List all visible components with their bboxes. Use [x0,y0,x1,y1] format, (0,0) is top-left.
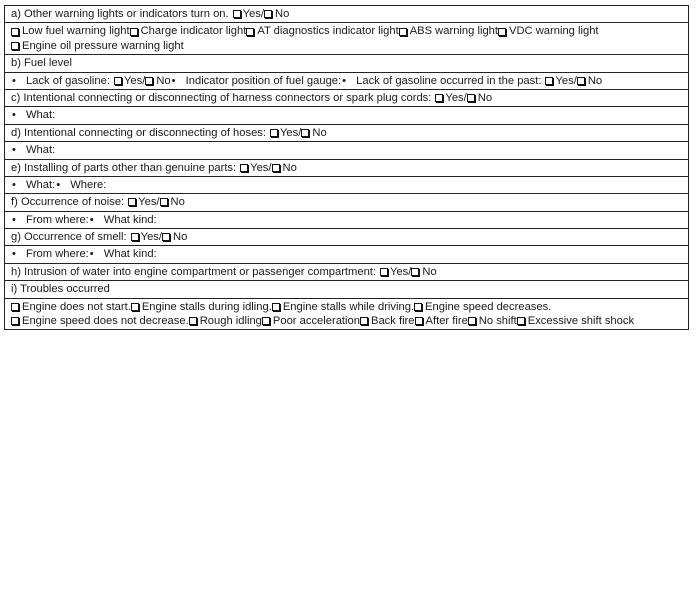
checkbox-item [272,300,414,314]
no-label: No [587,74,603,87]
checkbox-item [11,39,184,53]
section-header-label: g) Occurrence of smell: [11,231,127,244]
item-checkbox[interactable] [11,42,19,50]
item-checkbox[interactable] [246,28,254,36]
bullet-item [171,74,342,88]
checkbox-item [468,314,517,328]
section-header-label: h) Intrusion of water into engine compartment or passenger compartment: [11,265,377,278]
item-checkbox[interactable] [272,303,280,311]
section-header-label: d) Intentional connecting or disconnecting of hoses: [11,126,266,139]
item-label: Lack of gasoline occurred in the past: [356,74,542,87]
section-header-label: c) Intentional connecting or disconnecting of harness connectors or spark plug cords: [11,91,432,104]
checkbox-item [189,314,262,328]
bullet-item [11,178,55,192]
form-section [5,264,688,281]
yes-label: Yes/ [140,231,162,244]
no-checkbox[interactable] [145,77,153,85]
yes-checkbox[interactable] [435,94,443,102]
no-checkbox[interactable] [264,10,272,18]
checkbox-item [11,24,130,38]
checkbox-item [414,300,551,314]
item-checkbox[interactable] [11,28,19,36]
bullet-item [11,213,89,227]
item-label: After fire [425,315,468,328]
bullet-item [11,247,89,261]
no-label: No [170,196,185,209]
section-header-line [11,56,72,70]
yes-checkbox[interactable] [114,77,122,85]
bullet-marker: • [12,213,16,226]
no-label: No [282,161,297,174]
yes-label: Yes/ [138,196,160,209]
item-label: Low fuel warning light [22,25,130,38]
no-label: No [422,265,437,278]
yes-label: Yes/ [123,74,146,87]
section-header-line [11,91,492,105]
item-label: Where: [70,178,107,191]
yes-checkbox[interactable] [270,129,278,137]
yes-label: Yes/ [390,265,412,278]
section-body [5,177,688,193]
checkbox-item [517,314,634,328]
bullet-marker: • [12,109,16,122]
section-body [5,212,688,228]
section-body [5,142,688,158]
item-label: Engine speed does not decrease. [22,315,189,328]
item-label: What: [26,178,56,191]
no-label: No [156,74,171,87]
bullet-marker: • [342,74,347,87]
item-label: Engine oil pressure warning light [22,39,184,52]
checkbox-item [11,314,189,328]
section-header [5,55,688,72]
item-checkbox[interactable] [131,303,139,311]
no-checkbox[interactable] [272,164,280,172]
bullet-item [55,178,106,192]
item-label: Poor acceleration [272,315,360,328]
section-header-label: a) Other warning lights or indicators turn on. [11,8,229,20]
no-checkbox[interactable] [160,198,168,206]
yes-checkbox[interactable] [128,198,136,206]
bullet-item [341,74,602,88]
form-section [5,90,688,125]
form-section [5,160,688,195]
form-section [5,55,688,90]
checkbox-item [498,24,599,38]
form-section [5,194,688,229]
bullet-marker: • [12,248,16,261]
item-label: Lack of gasoline: [26,74,110,87]
bullet-marker: • [89,213,94,226]
section-header-line [11,265,437,279]
item-checkbox[interactable] [189,317,197,325]
yes-checkbox[interactable] [233,10,241,18]
no-label: No [312,126,327,139]
item-label: Back fire [370,315,415,328]
yes-label: Yes/ [250,161,272,174]
bullet-marker: • [12,144,16,157]
yes-checkbox[interactable] [380,268,388,276]
section-body [5,299,688,330]
yes-label: Yes/ [445,91,467,104]
bullet-marker: • [56,178,61,191]
yes-checkbox[interactable] [240,164,248,172]
diagnostic-questionnaire [4,5,689,330]
item-label: Excessive shift shock [527,315,635,328]
item-label: Engine stalls while driving. [282,300,415,313]
section-header-label: e) Installing of parts other than genuine parts: [11,161,237,174]
section-header-label: f) Occurrence of noise: [11,196,125,209]
item-label: Engine stalls during idling. [141,300,272,313]
checkbox-item [360,314,415,328]
checkbox-item [262,314,360,328]
no-label: No [477,91,493,104]
checkbox-item [399,24,498,38]
item-checkbox[interactable] [517,317,525,325]
item-checkbox[interactable] [399,28,407,36]
yes-label: Yes/ [280,126,302,139]
section-body [5,23,688,54]
bullet-marker: • [89,248,94,261]
item-label: What: [26,144,56,157]
checkbox-item [131,300,272,314]
item-label: What kind: [103,248,157,261]
bullet-marker: • [171,74,176,87]
no-checkbox[interactable] [162,233,170,241]
section-body [5,246,688,262]
item-label: ABS warning light [409,25,498,38]
item-checkbox[interactable] [11,317,19,325]
section-header-line [11,282,110,296]
no-label: No [173,231,188,244]
item-checkbox[interactable] [414,303,422,311]
item-label: Rough idling [199,315,262,328]
form-section [5,125,688,160]
item-checkbox[interactable] [468,317,476,325]
no-checkbox[interactable] [577,77,585,85]
item-label: Charge indicator light [140,25,247,38]
bullet-item [11,108,55,122]
section-header-line [11,195,185,209]
form-section [5,229,688,264]
section-header [5,125,688,142]
item-label: VDC warning light [509,25,599,38]
section-header-line [11,161,297,175]
yes-label: Yes/ [242,8,264,20]
item-checkbox[interactable] [415,317,423,325]
form-section [5,281,688,329]
item-checkbox[interactable] [11,303,19,311]
section-header [5,264,688,280]
checkbox-item [11,300,131,314]
section-body [5,73,688,89]
bullet-item [11,143,55,157]
item-checkbox[interactable] [262,317,270,325]
no-checkbox[interactable] [411,268,419,276]
no-checkbox[interactable] [467,94,475,102]
item-label: No shift [478,315,517,328]
item-checkbox[interactable] [130,28,138,36]
item-label: What kind: [103,213,157,226]
section-header-label: i) Troubles occurred [11,283,110,296]
section-header-label: b) Fuel level [11,57,72,70]
checkbox-item [415,314,468,328]
section-header [5,194,688,211]
section-header [5,229,688,246]
yes-checkbox[interactable] [131,233,139,241]
no-label: No [275,8,290,20]
item-checkbox[interactable] [498,28,506,36]
checkbox-item [246,24,398,38]
item-label: Engine does not start. [22,300,131,313]
section-header [5,160,688,177]
no-checkbox[interactable] [301,129,309,137]
section-header [5,90,688,107]
item-label: What: [26,109,56,122]
section-header-line [11,7,289,21]
bullet-item [89,213,157,227]
item-label: Indicator position of fuel gauge: [185,74,342,87]
item-label: From where: [26,248,89,261]
bullet-item [11,74,171,88]
bullet-marker: • [12,74,16,87]
checkbox-item [130,24,247,38]
section-header [5,281,688,298]
item-label: From where: [26,213,89,226]
form-section [5,6,688,55]
item-label: AT diagnostics indicator light [257,25,399,38]
item-label: Engine speed decreases. [425,300,552,313]
bullet-item [89,247,157,261]
section-body [5,107,688,123]
yes-checkbox[interactable] [545,77,553,85]
section-header [5,6,688,23]
bullet-marker: • [12,178,16,191]
yes-label: Yes/ [555,74,577,87]
item-checkbox[interactable] [360,317,368,325]
section-header-line [11,230,187,244]
section-header-line [11,126,327,140]
